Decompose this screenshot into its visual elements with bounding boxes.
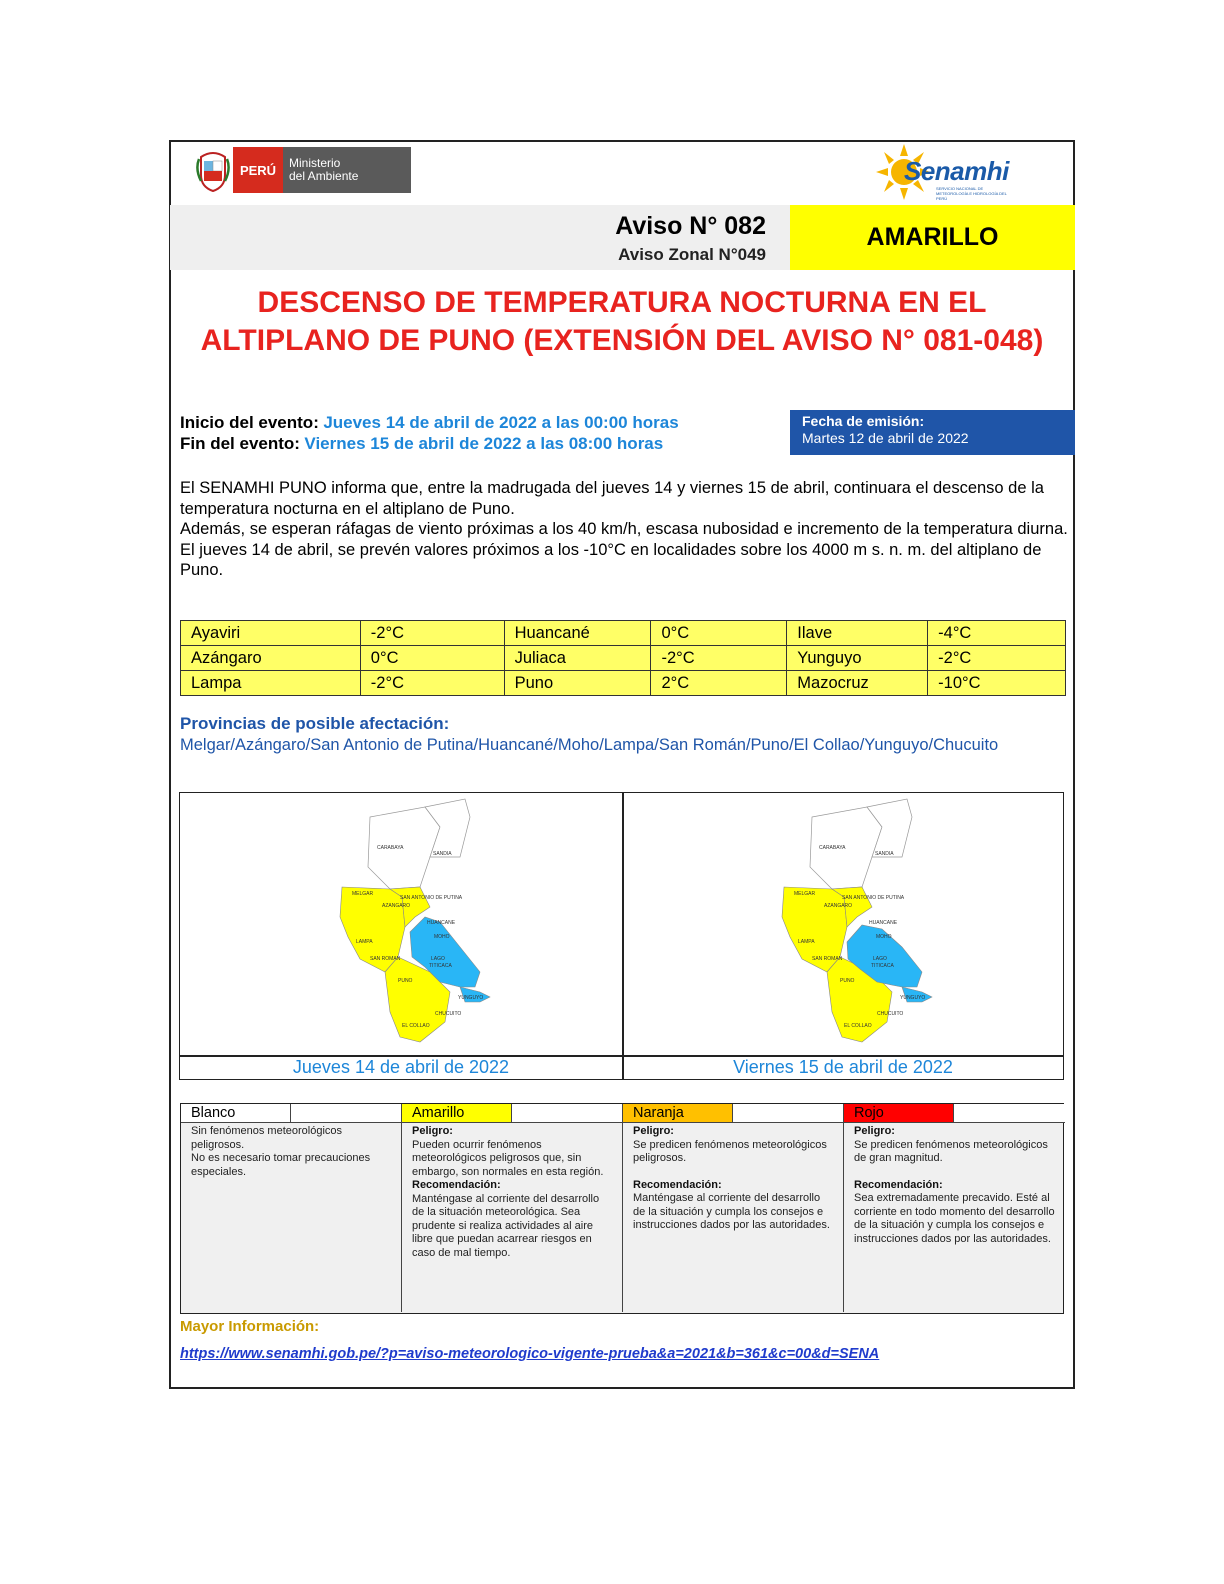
map-label: AZANGARO (382, 903, 411, 909)
aviso-number: Aviso N° 082 (615, 212, 766, 240)
legend-amarillo (402, 1104, 623, 1312)
legend-rec-label: Recomendación: (412, 1179, 501, 1191)
map-label: CHUCUITO (877, 1011, 904, 1017)
map-label: SANDIA (433, 851, 452, 857)
more-info-link[interactable]: https://www.senamhi.gob.pe/?p=aviso-meteorologico-vigente-prueba&a=2021&b=361&c=00&d=SENA (180, 1346, 880, 1362)
table-cell: Yunguyo (787, 646, 928, 671)
legend-header (623, 1104, 843, 1123)
legend-peligro-label: Peligro: (412, 1125, 453, 1137)
legend-text (623, 1123, 843, 1235)
maps-divider (622, 793, 624, 1079)
event-start (180, 413, 679, 433)
map-label: AZANGARO (824, 903, 853, 909)
table-cell: -2°C (928, 646, 1066, 671)
legend-rec-label: Recomendación: (854, 1178, 943, 1191)
peru-shield-icon (195, 147, 231, 193)
ministry-line1: Ministerio (289, 156, 341, 170)
event-end-label: Fin del evento: (180, 434, 300, 453)
alert-level-badge: AMARILLO (790, 205, 1075, 270)
legend-text (181, 1123, 401, 1181)
legend-peligro: Se predicen fenómenos meteorológicos peligrosos. (633, 1138, 827, 1164)
table-cell: Ayaviri (181, 621, 361, 646)
legend-rec: Sea extremadamente precavido. Esté al corriente en todo momento del desarrollo de la situación y cumpla los consejos e instrucciones dados por las autoridades. (854, 1192, 1055, 1245)
table-cell: Huancané (504, 621, 651, 646)
map-label: MOHO (434, 934, 450, 940)
legend-rojo (844, 1104, 1065, 1312)
senamhi-subtitle: SERVICIO NACIONAL DE METEOROLOGÍA E HIDROLOGÍA DEL PERÚ (936, 186, 1007, 201)
ministry-line2: del Ambiente (289, 169, 359, 183)
aviso-zonal: Aviso Zonal N°049 (618, 245, 766, 264)
legend-peligro: Se predicen fenómenos meteorológicos de gran magnitud. (854, 1138, 1048, 1164)
map-label: MELGAR (794, 891, 816, 897)
body-text (180, 478, 1070, 581)
table-cell: Puno (504, 671, 651, 696)
ministry-label (283, 147, 411, 193)
table-cell: -2°C (360, 671, 504, 696)
map-label: SAN ROMAN (370, 956, 401, 962)
legend-header (181, 1104, 401, 1123)
event-end-value: Viernes 15 de abril de 2022 a las 08:00 horas (304, 434, 664, 453)
legend-desc: No es necesario tomar precauciones especiales. (191, 1152, 371, 1178)
legend-name: Amarillo (402, 1104, 512, 1122)
map-day1 (330, 797, 510, 1053)
table-cell: Mazocruz (787, 671, 928, 696)
table-cell: 2°C (651, 671, 787, 696)
table-cell: Lampa (181, 671, 361, 696)
senamhi-name: Senamhi (904, 156, 1009, 186)
senamhi-logo (876, 142, 1026, 206)
maps-panel (179, 792, 1064, 1080)
map-label: SAN ROMAN (812, 956, 843, 962)
temperature-table (180, 620, 1066, 696)
emission-label: Fecha de emisión: (802, 413, 925, 429)
map-caption-day1: Jueves 14 de abril de 2022 (292, 1057, 510, 1077)
map-label: SAN ANTONIO DE PUTINA (400, 895, 463, 901)
legend-text (844, 1123, 1065, 1248)
map-label: EL COLLAO (402, 1023, 430, 1029)
map-label: HUANCANE (427, 920, 456, 926)
map-label: PUNO (840, 978, 855, 984)
map-label: TITICACA (429, 963, 452, 969)
body-paragraph: Además, se esperan ráfagas de viento próximas a los 40 km/h, escasa nubosidad e incremento de la temperatura diurna. (180, 520, 1068, 538)
legend-name: Rojo (844, 1104, 954, 1122)
table-cell: Ilave (787, 621, 928, 646)
peru-label: PERÚ (233, 147, 283, 193)
table-cell: 0°C (651, 621, 787, 646)
table-cell: Juliaca (504, 646, 651, 671)
map-label: CARABAYA (819, 845, 846, 851)
provinces-label: Provincias de posible afectación: (180, 714, 450, 733)
legend-peligro-label: Peligro: (633, 1125, 674, 1137)
legend-peligro: Pueden ocurrir fenómenos meteorológicos peligrosos que, sin embargo, son normales en esta región. (412, 1138, 604, 1178)
table-cell: -2°C (651, 646, 787, 671)
map-label: SANDIA (875, 851, 894, 857)
table-cell: 0°C (360, 646, 504, 671)
legend-peligro-label: Peligro: (854, 1125, 895, 1137)
body-paragraph: El SENAMHI PUNO informa que, entre la madrugada del jueves 14 y viernes 15 de abril, continuara el descenso de la temperatura nocturna en el altiplano de Puno. (180, 479, 1044, 518)
legend-blanco (181, 1104, 402, 1312)
table-cell: -10°C (928, 671, 1066, 696)
table-cell: -2°C (360, 621, 504, 646)
legend-name: Blanco (181, 1104, 291, 1122)
legend-rec-label: Recomendación: (633, 1178, 722, 1191)
map-label: LAMPA (798, 939, 815, 945)
emission-value: Martes 12 de abril de 2022 (802, 430, 969, 446)
alert-legend (180, 1103, 1064, 1314)
map-label: LAMPA (356, 939, 373, 945)
legend-header (844, 1104, 1065, 1123)
legend-header (402, 1104, 622, 1123)
map-label: LAGO (431, 956, 445, 962)
gov-logo (195, 147, 411, 193)
map-label: MELGAR (352, 891, 374, 897)
map-label: YUNGUYO (900, 995, 926, 1001)
event-end (180, 434, 663, 454)
more-info-label: Mayor Información: (180, 1318, 320, 1335)
page-title: DESCENSO DE TEMPERATURA NOCTURNA EN EL ALTIPLANO DE PUNO (EXTENSIÓN DEL AVISO N° 081-048) (200, 286, 1044, 357)
body-paragraph: El jueves 14 de abril, se prevén valores próximos a los -10°C en localidades sobre los 4000 m s. n. m. del altiplano de Puno. (180, 540, 1042, 579)
map-label: CHUCUITO (435, 1011, 462, 1017)
map-label: PUNO (398, 978, 413, 984)
table-cell: Azángaro (181, 646, 361, 671)
table-row (181, 671, 1066, 696)
map-label: SAN ANTONIO DE PUTINA (842, 895, 905, 901)
map-label: MOHO (876, 934, 892, 940)
provinces-list: Melgar/Azángaro/San Antonio de Putina/Huancané/Moho/Lampa/San Román/Puno/El Collao/Yunguyo/Chucuito (180, 736, 999, 754)
map-label: HUANCANE (869, 920, 898, 926)
map-label: LAGO (873, 956, 887, 962)
emission-date-box (790, 410, 1075, 455)
map-label: YUNGUYO (458, 995, 484, 1001)
map-label: CARABAYA (377, 845, 404, 851)
map-label: EL COLLAO (844, 1023, 872, 1029)
legend-rec: Manténgase al corriente del desarrollo de la situación y cumpla los consejos e instrucciones dados por las autoridades. (633, 1192, 830, 1231)
legend-desc: Sin fenómenos meteorológicos peligrosos. (191, 1125, 343, 1151)
table-row (181, 621, 1066, 646)
legend-name: Naranja (623, 1104, 733, 1122)
map-label: TITICACA (871, 963, 894, 969)
event-start-value: Jueves 14 de abril de 2022 a las 00:00 horas (323, 413, 679, 432)
map-day2 (772, 797, 952, 1053)
event-start-label: Inicio del evento: (180, 413, 319, 432)
legend-text (402, 1123, 622, 1262)
legend-rec: Manténgase al corriente del desarrollo de la situación meteorológica. Sea prudente si realiza actividades al aire libre que puedan acarrear riesgos en caso de mal tiempo. (412, 1192, 600, 1259)
table-cell: -4°C (928, 621, 1066, 646)
map-caption-day2: Viernes 15 de abril de 2022 (733, 1057, 953, 1077)
table-row (181, 646, 1066, 671)
legend-naranja (623, 1104, 844, 1312)
